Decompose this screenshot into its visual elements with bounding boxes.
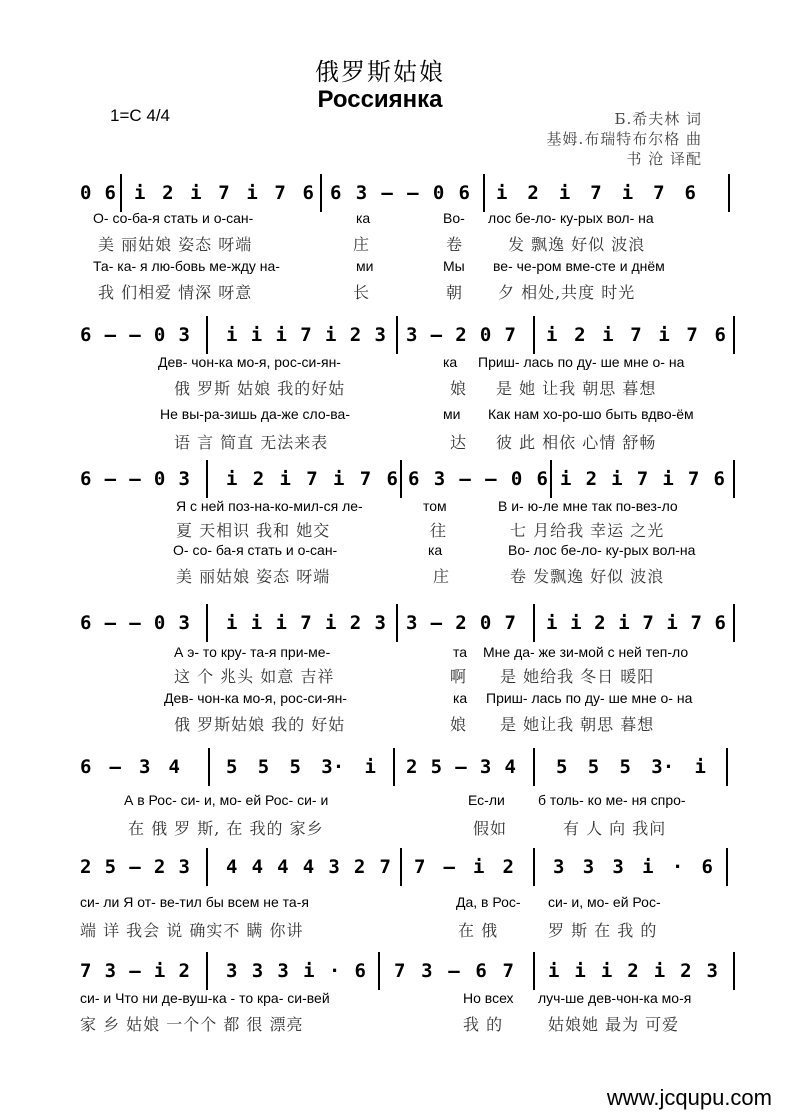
measure (134, 180, 314, 206)
note: i (279, 468, 291, 490)
lyric-segment: Во- (443, 210, 465, 226)
lyric-segment: Та- ка- я лю-бовь ме-жду на- (93, 258, 280, 274)
note: 7 (690, 612, 702, 634)
note: 6 (330, 182, 342, 204)
note: i (325, 612, 337, 634)
lyric-segment: 罗 斯 在 我 的 (548, 921, 658, 940)
note: i (602, 324, 614, 346)
note: — (430, 324, 443, 346)
note: 5 (226, 756, 238, 778)
lyric-segment: Дев- чон-ка мо-я, рос-си-ян- (158, 354, 341, 370)
lyric-segment: ка (443, 354, 458, 370)
note: i (662, 468, 674, 490)
lyric-segment: 俄 罗斯 姑娘 我的好姑 (174, 379, 346, 398)
note: i (546, 612, 558, 634)
measure (546, 610, 726, 636)
note: 0 (153, 468, 166, 490)
lyric-segment: 有 人 向 我问 (563, 819, 667, 838)
lyric-segment: 七 月给我 幸运 之光 (510, 521, 665, 540)
note: i (621, 182, 634, 204)
note: 7 (504, 324, 516, 346)
note: 7 (642, 612, 654, 634)
lyric-segment: Дев- чон-ка мо-я, рос-си-ян- (164, 690, 347, 706)
lyric-segment: 庄 (353, 235, 371, 254)
note: 6 (104, 182, 116, 204)
note: — (104, 324, 117, 346)
note: 7 (504, 612, 516, 634)
note: — (430, 612, 443, 634)
measure (226, 754, 376, 780)
lyric-segment: 发 飘逸 好似 波浪 (508, 235, 646, 254)
measure (496, 180, 696, 206)
note: 3 (277, 960, 289, 982)
lyric-segment: б толь- ко ме- ня спро- (538, 792, 686, 808)
measure (80, 754, 180, 780)
note: i (153, 960, 166, 982)
note: 2 (594, 612, 606, 634)
note: — (443, 856, 455, 878)
note: i (611, 468, 623, 490)
measure (80, 958, 190, 984)
note: i (600, 960, 613, 982)
note: 6 (80, 468, 92, 490)
note: 0 (432, 182, 445, 204)
note: — (109, 756, 121, 778)
note: 6 (714, 324, 726, 346)
note: 2 (502, 856, 514, 878)
lyric-segment: Как нам хо-ро-шо быть вдво-ём (488, 406, 694, 422)
note: 5 (289, 756, 301, 778)
note: 2 (680, 960, 692, 982)
lyric-segment: си- и Что ни де-вуш-ка - то кра- си-вей (80, 990, 330, 1006)
note: — (129, 324, 141, 346)
note: i (666, 612, 678, 634)
note: 3 (178, 324, 190, 346)
lyric-segment: О- со- ба-я стать и о-сан- (173, 542, 338, 558)
lyric-segment: 在 俄 罗 斯, 在 我的 家乡 (128, 819, 324, 838)
note: 4 (504, 756, 516, 778)
credit-translator: 书 沧 译配 (626, 150, 702, 168)
measure (226, 322, 386, 348)
lyric-segment: 我 的 (463, 1015, 504, 1034)
note: — (485, 468, 497, 490)
lyric-segment: ми (356, 258, 374, 274)
note: · (671, 856, 684, 878)
note: 4 (168, 756, 180, 778)
song-title-chinese: 俄罗斯姑娘 (315, 58, 445, 86)
lyric-segment: си- и, мо- ей Рос- (548, 894, 661, 910)
note: i (303, 960, 315, 982)
note: — (448, 960, 460, 982)
lyric-segment: 庄 (433, 567, 451, 586)
lyric-segment: 夕 相处,共度 时光 (498, 283, 636, 302)
lyric-segment: 娘 (450, 715, 468, 734)
note: · (328, 960, 341, 982)
note: 6 (80, 612, 92, 634)
lyric-segment: Не вы-ра-зишь да-же сло-ва- (160, 406, 350, 422)
note: i (246, 182, 258, 204)
lyric-segment: ве- че-ром вме-сте и днём (493, 258, 665, 274)
measure (226, 466, 398, 492)
measure (226, 610, 386, 636)
measure (80, 610, 190, 636)
lyric-segment: ми (443, 406, 461, 422)
measure (394, 958, 514, 984)
lyric-segment: О- со-ба-я стать и о-сан- (93, 210, 254, 226)
lyric-segment: Ес-ли (468, 792, 505, 808)
lyric-segment: 达 (450, 433, 468, 452)
measure (548, 958, 718, 984)
lyric-segment: 长 (353, 283, 371, 302)
lyric-segment: Да, в Рос- (456, 894, 521, 910)
note: 2 (80, 856, 92, 878)
note: i (226, 468, 238, 490)
lyric-segment: Во- лос бе-ло- ку-рых вол-на (508, 542, 696, 558)
lyric-segment: 卷 发飘逸 好似 波浪 (510, 567, 665, 586)
note: 0 (80, 182, 92, 204)
note: 7 (686, 324, 698, 346)
note: 3 (706, 960, 718, 982)
lyric-segment: Я с ней поз-на-ко-мил-ся ле- (176, 498, 363, 514)
note: 7 (359, 468, 372, 490)
lyric-segment: 美 丽姑娘 姿态 呀端 (98, 235, 253, 254)
note: 0 (510, 468, 523, 490)
note: i (250, 612, 263, 634)
note: i (496, 182, 508, 204)
note: 6 (80, 324, 92, 346)
note: 3 (421, 960, 433, 982)
note: 2 (527, 182, 539, 204)
note: 0 (479, 612, 492, 634)
note: 6 (354, 960, 366, 982)
note: 7 (687, 468, 700, 490)
note: 6 (713, 468, 725, 490)
measure (80, 466, 190, 492)
note: 3 (355, 182, 368, 204)
note: — (407, 182, 419, 204)
lyric-segment: 娘 (450, 379, 468, 398)
note: 2 (585, 468, 598, 490)
note: 7 (274, 182, 286, 204)
note: 0 (153, 324, 166, 346)
note: 2 (153, 856, 166, 878)
note: i (134, 182, 146, 204)
note: 3 (433, 468, 446, 490)
note: 6 (458, 182, 470, 204)
note: i (333, 468, 345, 490)
lyric-segment: А э- то кру- та-я при-ме- (174, 644, 331, 660)
note: 6 (302, 182, 314, 204)
measure (406, 322, 516, 348)
note: 3· (651, 756, 675, 778)
note: — (129, 960, 141, 982)
note: 2 (455, 324, 467, 346)
note: 6 (386, 468, 398, 490)
note: i (558, 182, 571, 204)
note: 5 (556, 756, 568, 778)
lyric-segment: 是 她 让我 朝思 暮想 (496, 379, 657, 398)
note: i (190, 182, 202, 204)
note: i (560, 468, 572, 490)
note: 3 (139, 756, 151, 778)
lyric-segment: Мы (443, 258, 465, 274)
note: 3 (374, 324, 386, 346)
note: 7 (218, 182, 230, 204)
note: — (129, 856, 141, 878)
lyric-segment: лос бе-ло- ку-рых вол- на (488, 210, 654, 226)
note: 4 (277, 856, 289, 878)
lyric-segment: 端 详 我会 说 确实不 瞒 你讲 (80, 921, 304, 940)
note: — (459, 468, 471, 490)
lyric-segment: луч-ше дев-чон-ка мо-я (538, 990, 692, 1006)
note: 3 (178, 468, 190, 490)
lyric-segment: 往 (430, 521, 448, 540)
measure (80, 180, 116, 206)
lyric-segment: ка (356, 210, 371, 226)
key-signature: 1=C 4/4 (110, 106, 171, 125)
lyric-segment: 夏 天相识 我和 她交 (176, 521, 331, 540)
note: 0 (153, 612, 166, 634)
note: 2 (252, 468, 265, 490)
note: i (275, 324, 287, 346)
note: i (574, 960, 586, 982)
credit-composer: 基姆.布瑞特布尔格 曲 (546, 130, 702, 148)
lyric-segment: 是 她给我 冬日 暖阳 (500, 667, 655, 686)
measure (560, 466, 725, 492)
note: 5 (104, 856, 117, 878)
note: 7 (394, 960, 406, 982)
note: i (618, 612, 630, 634)
note: 3 (553, 856, 565, 878)
measure (414, 854, 514, 880)
note: 6 (714, 612, 726, 634)
note: 6 (408, 468, 420, 490)
note: 3 (178, 856, 190, 878)
note: i (658, 324, 670, 346)
note: 2 (353, 856, 366, 878)
lyric-segment: 彼 此 相依 心情 舒畅 (496, 433, 657, 452)
measure (406, 610, 516, 636)
lyric-segment: 假如 (473, 819, 508, 838)
lyric-segment: В и- ю-ле мне так по-вез-ло (498, 498, 678, 514)
note: i (325, 324, 337, 346)
measure (226, 854, 391, 880)
note: i (364, 756, 376, 778)
note: i (694, 756, 706, 778)
site-watermark: www.jcqupu.com (606, 1085, 772, 1110)
note: i (226, 612, 238, 634)
lyric-segment: 啊 (450, 667, 468, 686)
lyric-segment: 家 乡 姑娘 一个个 都 很 漂亮 (80, 1015, 304, 1034)
note: 7 (80, 960, 92, 982)
note: 3 (104, 960, 117, 982)
lyric-segment: та (453, 644, 468, 660)
lyric-segment: 朝 (446, 283, 464, 302)
note: 3 (406, 612, 418, 634)
note: 3 (251, 960, 264, 982)
note: — (129, 468, 141, 490)
note: — (104, 612, 117, 634)
note: 4 (226, 856, 238, 878)
note: 5 (430, 756, 443, 778)
note: i (548, 960, 560, 982)
note: 2 (349, 612, 362, 634)
note: — (381, 182, 393, 204)
note: 3· (321, 756, 345, 778)
measure (553, 854, 713, 880)
lyric-segment: Мне да- же зи-мой с ней теп-ло (483, 644, 689, 660)
note: 6 (80, 756, 92, 778)
note: 7 (653, 182, 665, 204)
measure (80, 322, 190, 348)
lyric-segment: ка (453, 690, 468, 706)
note: 7 (306, 468, 318, 490)
note: 0 (479, 324, 492, 346)
lyric-segment: 这 个 兆头 如意 吉祥 (174, 667, 335, 686)
lyric-segment: 姑娘她 最为 可爱 (548, 1015, 680, 1034)
note: 7 (379, 856, 391, 878)
note: i (275, 612, 287, 634)
note: 7 (300, 324, 312, 346)
note: 3 (582, 856, 595, 878)
note: 5 (587, 756, 600, 778)
lyric-segment: Приш- лась по ду- ше мне о- на (478, 354, 685, 370)
lyric-segment: Но всех (463, 990, 514, 1006)
lyric-segment: 我 们相爱 情深 呀意 (98, 283, 253, 302)
note: 3 (328, 856, 340, 878)
note: 7 (300, 612, 312, 634)
note: i (250, 324, 263, 346)
lyric-segment: том (423, 498, 447, 514)
note: 3 (226, 960, 238, 982)
lyric-segment: 美 丽姑娘 姿态 呀端 (176, 567, 331, 586)
note: 3 (178, 612, 190, 634)
lyric-segment: 是 她让我 朝思 暮想 (500, 715, 655, 734)
lyric-segment: 语 言 简直 无法来表 (174, 433, 329, 452)
note: — (129, 612, 141, 634)
note: 6 (536, 468, 548, 490)
note: 7 (590, 182, 602, 204)
note: 5 (619, 756, 631, 778)
note: 3 (374, 612, 386, 634)
note: 7 (636, 468, 649, 490)
credit-lyricist: Б.希夫林 词 (614, 110, 702, 128)
note: i (473, 856, 485, 878)
lyric-segment: 在 俄 (458, 921, 499, 940)
measure (330, 180, 470, 206)
note: 7 (630, 324, 642, 346)
measure (80, 854, 190, 880)
lyric-segment: Приш- лась по ду- ше мне о- на (486, 690, 693, 706)
note: 6 (475, 960, 487, 982)
measure (546, 322, 726, 348)
note: 2 (406, 756, 418, 778)
measure (408, 466, 548, 492)
note: — (104, 468, 117, 490)
note: 2 (349, 324, 362, 346)
lyric-segment: си- ли Я от- ве-тил бы всем не та-я (80, 894, 309, 910)
note: 2 (627, 960, 639, 982)
measure (556, 754, 706, 780)
note: i (546, 324, 558, 346)
lyric-segment: ка (428, 542, 443, 558)
note: 3 (612, 856, 624, 878)
note: 7 (414, 856, 426, 878)
lyric-segment: 俄 罗斯姑娘 我的 好姑 (174, 715, 346, 734)
measure (406, 754, 516, 780)
note: 5 (257, 756, 270, 778)
note: 2 (178, 960, 190, 982)
note: 2 (574, 324, 586, 346)
note: 4 (251, 856, 264, 878)
note: 4 (302, 856, 315, 878)
note: i (226, 324, 238, 346)
note: i (653, 960, 666, 982)
lyric-segment: А в Рос- си- и, мо- ей Рос- си- и (124, 792, 329, 808)
note: 3 (406, 324, 418, 346)
note: 6 (684, 182, 696, 204)
note: i (570, 612, 582, 634)
note: 3 (479, 756, 492, 778)
note: 7 (502, 960, 514, 982)
note: 2 (455, 612, 467, 634)
note: — (455, 756, 467, 778)
measure (226, 958, 366, 984)
note: 2 (162, 182, 174, 204)
note: 6 (701, 856, 713, 878)
note: i (642, 856, 654, 878)
song-title-russian: Россиянка (317, 86, 443, 113)
lyric-segment: 卷 (446, 235, 464, 254)
